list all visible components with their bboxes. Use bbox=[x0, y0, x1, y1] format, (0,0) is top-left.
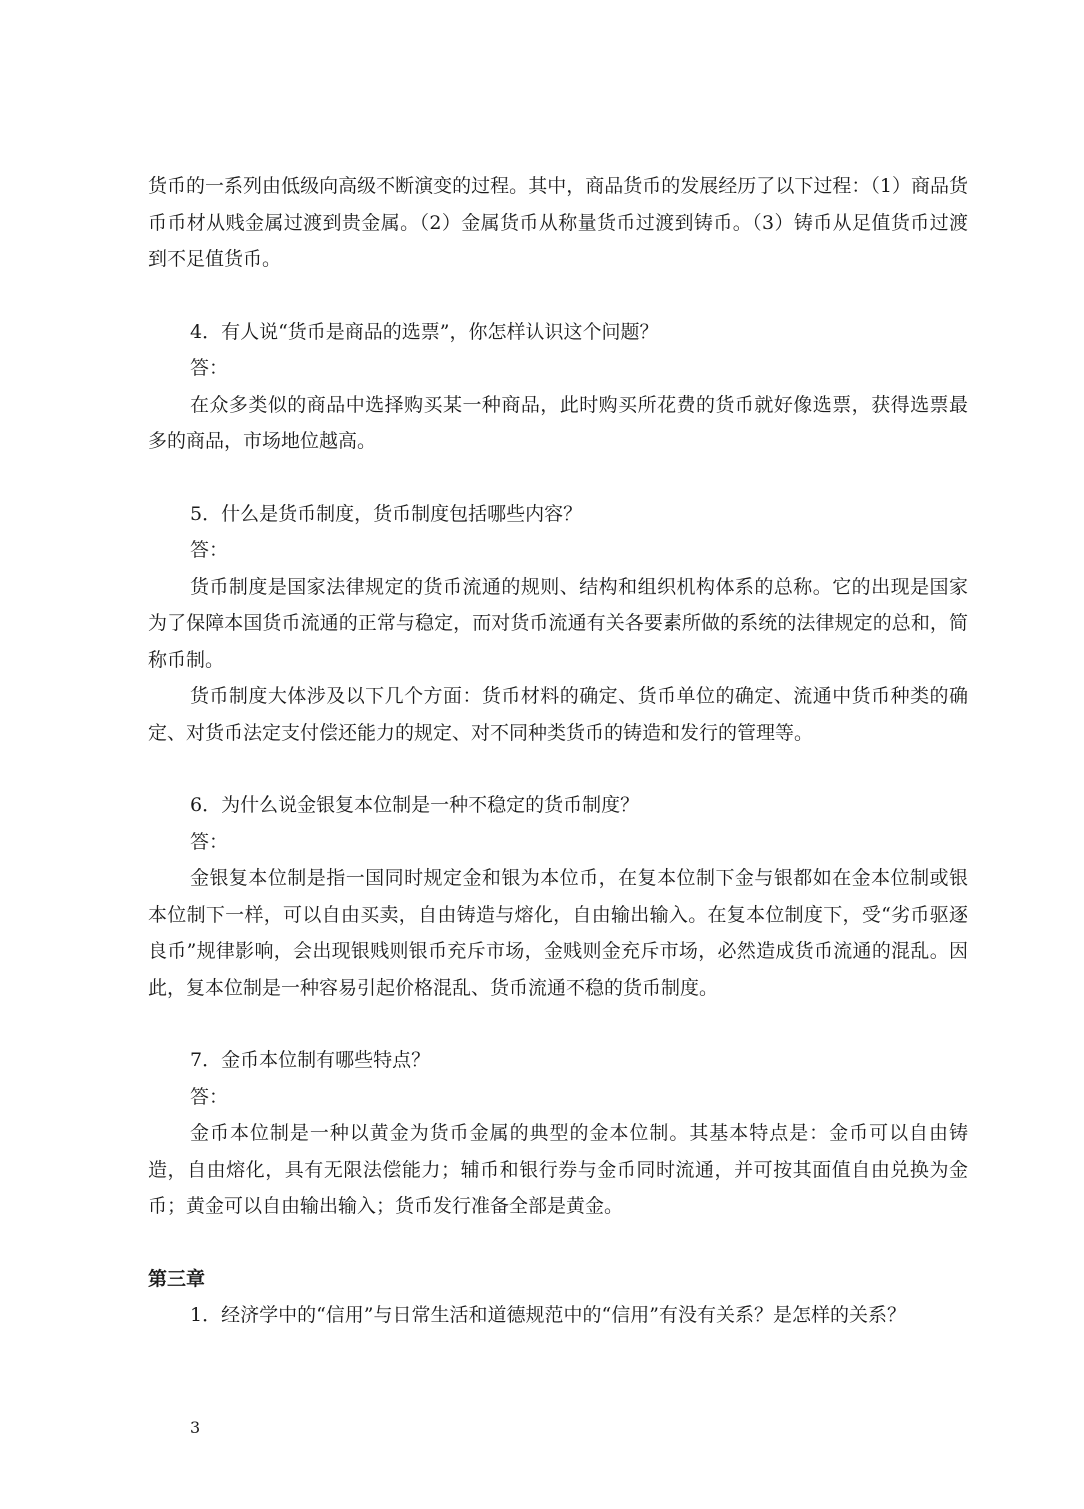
answer-6-text: 金银复本位制是指一国同时规定金和银为本位币，在复本位制下金与银都如在金本位制或银本位制下一样，可以自由买卖，自由铸造与熔化，自由输出输入。在复本位制度下，受“劣币驱逐良币”规律影响，会出现银贱则银币充斥市场，金贱则金充斥市场，必然造成货币流通的混乱。因此，复本位制是一种容易引起价格混乱、货币流通不稳的货币制度。 bbox=[148, 867, 968, 999]
answer-5-label: 答： bbox=[190, 539, 229, 561]
answer-6-label: 答： bbox=[190, 830, 229, 853]
answer-5-text-2: 货币制度大体涉及以下几个方面：货币材料的确定、货币单位的确定、流通中货币种类的确定、对货币法定支付偿还能力的规定、对不同种类货币的铸造和发行的管理等。 bbox=[148, 685, 968, 744]
spacer bbox=[148, 460, 968, 496]
answer-4-label: 答： bbox=[190, 357, 229, 379]
answer-7-text: 金币本位制是一种以黄金为货币金属的典型的金本位制。其基本特点是：金币可以自由铸造，自由熔化，具有无限法偿能力；辅币和银行券与金币同时流通，并可按其面值自由兑换为金币；黄金可以自由输出输入；货币发行准备全部是黄金。 bbox=[148, 1122, 968, 1217]
question-6: 6．为什么说金银复本位制是一种不稳定的货币制度？ bbox=[190, 794, 640, 816]
spacer bbox=[148, 1006, 968, 1042]
chapter-heading: 第三章 bbox=[148, 1267, 206, 1290]
question-7: 7．金币本位制有哪些特点？ bbox=[190, 1049, 431, 1071]
question-4: 4．有人说“货币是商品的选票”，你怎样认识这个问题？ bbox=[190, 320, 659, 343]
page-number: 3 bbox=[190, 1418, 201, 1437]
spacer bbox=[148, 278, 968, 314]
answer-4-text: 在众多类似的商品中选择购买某一种商品，此时购买所花费的货币就好像选票，获得选票最多的商品，市场地位越高。 bbox=[148, 393, 968, 452]
question-5: 5．什么是货币制度，货币制度包括哪些内容？ bbox=[190, 502, 583, 525]
spacer bbox=[148, 1225, 968, 1261]
answer-7-label: 答： bbox=[190, 1085, 229, 1108]
chapter-3-question-1: 1．经济学中的“信用”与日常生活和道德规范中的“信用”有没有关系？是怎样的关系？ bbox=[190, 1304, 906, 1326]
intro-paragraph: 货币的一系列由低级向高级不断演变的过程。其中，商品货币的发展经历了以下过程：（1）商品货币币材从贱金属过渡到贵金属。（2）金属货币从称量货币过渡到铸币。（3）铸币从足值货币过渡到不足值货币。 bbox=[148, 175, 968, 270]
spacer bbox=[148, 751, 968, 787]
answer-5-text-1: 货币制度是国家法律规定的货币流通的规则、结构和组织机构体系的总称。它的出现是国家为了保障本国货币流通的正常与稳定，而对货币流通有关各要素所做的系统的法律规定的总和，简称币制。 bbox=[148, 575, 968, 671]
document-page bbox=[148, 168, 968, 1334]
